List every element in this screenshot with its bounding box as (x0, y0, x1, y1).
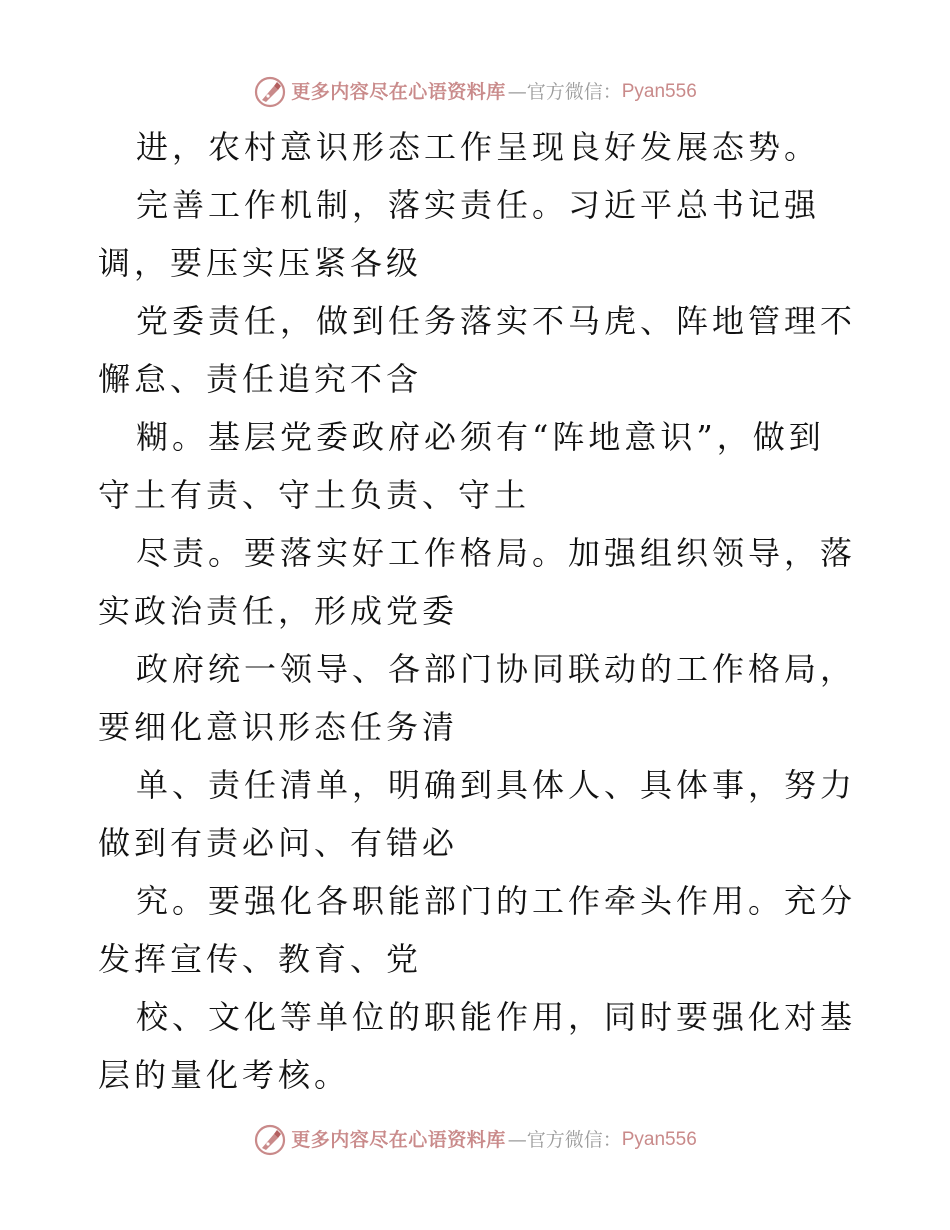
pen-nib-logo-icon (253, 1123, 287, 1157)
paragraph: 尽责。要落实好工作格局。加强组织领导，落实政治责任，形成党委 (98, 534, 857, 630)
paragraph: 究。要强化各职能部门的工作牵头作用。充分发挥宣传、教育、党 (98, 882, 857, 978)
paragraph: 党委责任，做到任务落实不马虎、阵地管理不懈怠、责任追究不含 (98, 302, 857, 398)
footer-banner (0, 1120, 950, 1160)
header-banner (0, 72, 950, 112)
paragraph: 糊。基层党委政府必须有“阵地意识”，做到守土有责、守土负责、守土 (98, 418, 825, 514)
paragraph: 单、责任清单，明确到具体人、具体事，努力做到有责必问、有错必 (98, 766, 857, 862)
banner-wechat-label: —官方微信： (507, 81, 622, 103)
pen-nib-logo-icon (253, 75, 287, 109)
banner-wechat-id: Pyan556 (621, 81, 697, 102)
paragraph: 政府统一领导、各部门协同联动的工作格局，要细化意识形态任务清 (98, 650, 857, 746)
document-body (98, 118, 858, 1104)
banner-brand-text: 更多内容尽在心语资料库 (291, 1129, 506, 1151)
paragraph: 校、文化等单位的职能作用，同时要强化对基层的量化考核。 (98, 998, 857, 1094)
banner-wechat-label: —官方微信： (507, 1129, 622, 1151)
banner-wechat-id: Pyan556 (621, 1129, 697, 1150)
paragraph: 进，农村意识形态工作呈现良好发展态势。 (136, 128, 821, 166)
paragraph: 完善工作机制，落实责任。习近平总书记强调，要压实压紧各级 (98, 186, 821, 282)
banner-brand-text: 更多内容尽在心语资料库 (291, 81, 506, 103)
